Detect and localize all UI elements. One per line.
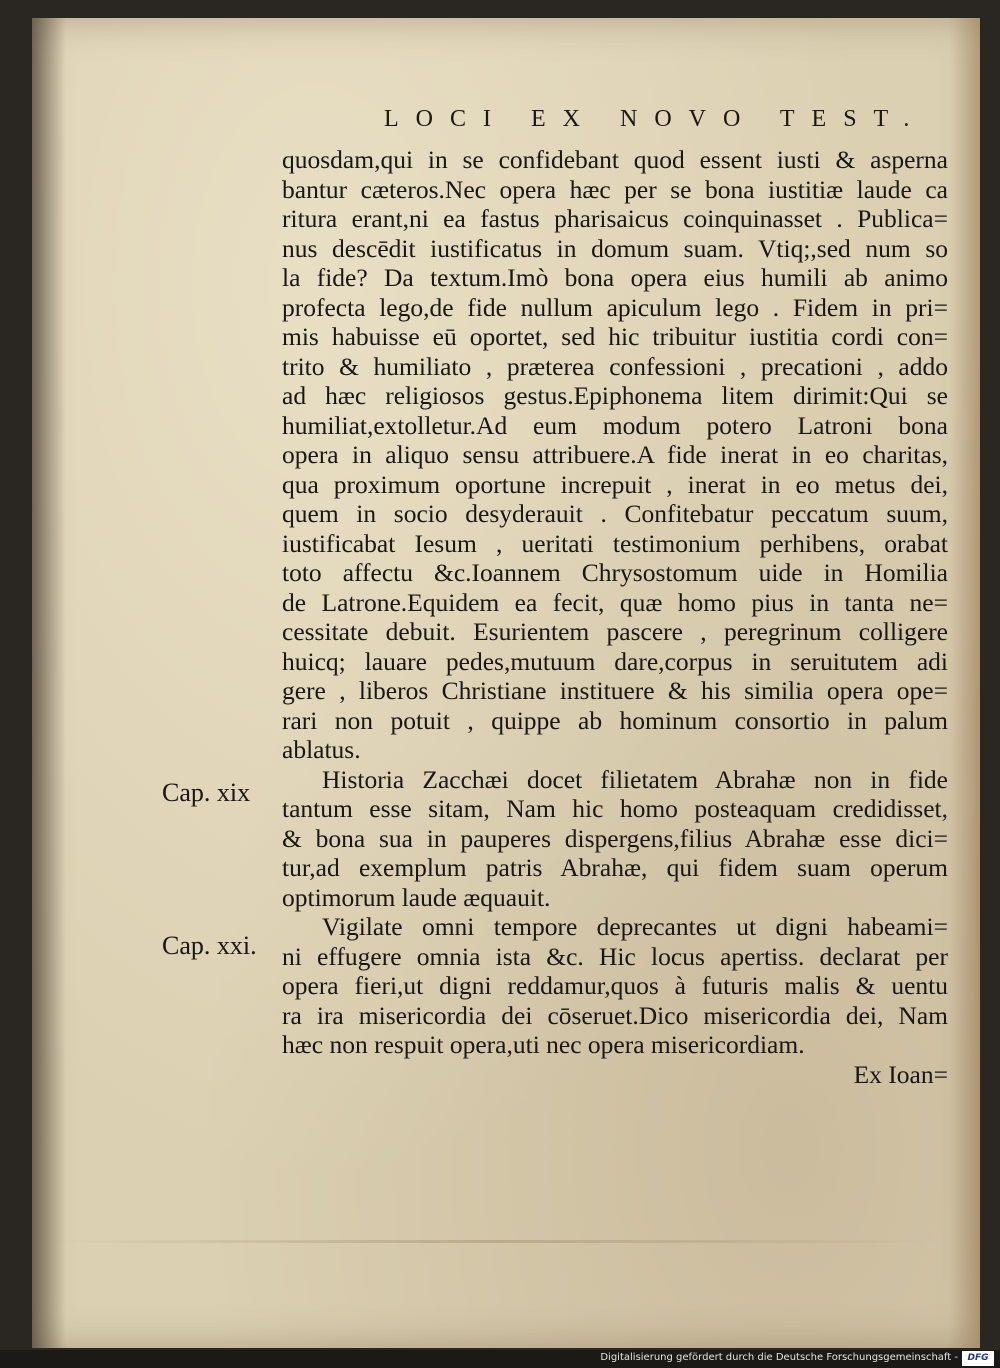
text-line: quem in socio desyderauit . Confitebatur peccatum suum, bbox=[282, 499, 948, 528]
dfg-logo: DFG bbox=[962, 1351, 994, 1366]
text-line: huicq; lauare pedes,mutuum dare,corpus in seruitutem adi bbox=[282, 646, 948, 676]
funding-credit: Digitalisierung gefördert durch die Deutsche Forschungsgemeinschaft - bbox=[600, 1352, 958, 1363]
paper-fold bbox=[45, 1240, 945, 1243]
text-line: ritura erant,ni ea fastus pharisaicus coinquinasset . Publica= bbox=[282, 204, 948, 233]
text-line: de Latrone.Equidem ea fecit, quæ homo pius in tanta ne= bbox=[282, 587, 948, 617]
text-line: Historia Zacchæi docet filietatem Abrahæ non in fide bbox=[322, 764, 948, 794]
page-edge bbox=[950, 18, 980, 1348]
text-line: opera fieri,ut digni reddamur,quos à futuris malis & uentu bbox=[282, 971, 948, 1000]
text-line: profecta lego,de fide nullum apiculum lego . Fidem in pri= bbox=[282, 292, 948, 322]
marginal-note-cap-xxi: Cap. xxi. bbox=[162, 931, 257, 960]
text-line: cessitate debuit. Esurientem pascere , peregrinum colligere bbox=[282, 617, 948, 646]
text-line: ra ira misericordia dei cōseruet.Dico misericordia dei, Nam bbox=[282, 1000, 948, 1030]
gutter-shadow bbox=[32, 18, 66, 1348]
text-line: tur,ad exemplum patris Abrahæ, qui fidem suam operum bbox=[282, 853, 948, 882]
text-line: ad hæc religiosos gestus.Epiphonema litem dirimit:Qui se bbox=[282, 381, 948, 410]
text-line: ablatus. bbox=[282, 735, 361, 764]
text-line: bantur cæteros.Nec opera hæc per se bona iustitiæ laude ca bbox=[282, 174, 948, 204]
text-line: humiliat,extolletur.Ad eum modum potero Latroni bona bbox=[282, 410, 948, 440]
text-line: & bona sua in pauperes dispergens,filius Abrahæ esse dici= bbox=[282, 823, 948, 853]
text-line: gere , liberos Christiane instituere & his similia opera ope= bbox=[282, 676, 948, 705]
text-line: iustificabat Iesum , ueritati testimonium perhibens, orabat bbox=[282, 528, 948, 558]
marginal-note-cap-xix: Cap. xix bbox=[162, 778, 251, 807]
text-line: quosdam,qui in se confidebant quod essent iusti & asperna bbox=[282, 145, 948, 174]
text-line: ni effugere omnia ista &c. Hic locus apertiss. declarat per bbox=[282, 941, 948, 971]
body-text bbox=[282, 145, 948, 1089]
text-line: opera in aliquo sensu attribuere.A fide inerat in eo charitas, bbox=[282, 440, 948, 469]
text-line: Vigilate omni tempore deprecantes ut digni habeami= bbox=[322, 912, 948, 941]
text-line: nus descēdit iustificatus in domum suam. Vtiq;,sed num so bbox=[282, 233, 948, 263]
text-line: la fide? Da textum.Imò bona opera eius humili ab animo bbox=[282, 263, 948, 292]
text-line: hæc non respuit opera,uti nec opera misericordiam. bbox=[282, 1030, 805, 1059]
text-line: rari non potuit , quippe ab hominum consortio in palum bbox=[282, 705, 948, 735]
running-head: LOCI EX NOVO TEST. bbox=[384, 106, 927, 132]
text-line: toto affectu &c.Ioannem Chrysostomum uide in Homilia bbox=[282, 558, 948, 587]
text-line: trito & humiliato , præterea confessioni , precationi , addo bbox=[282, 351, 948, 381]
text-line: optimorum laude æquauit. bbox=[282, 882, 551, 912]
text-line: qua proximum oportune increpuit , inerat in eo metus dei, bbox=[282, 469, 948, 499]
catchword: Ex Ioan= bbox=[853, 1059, 948, 1089]
text-line: tantum esse sitam, Nam hic homo posteaquam credidisset, bbox=[282, 794, 948, 823]
text-line: mis habuisse eū oportet, sed hic tribuitur iustitia cordi con= bbox=[282, 322, 948, 351]
